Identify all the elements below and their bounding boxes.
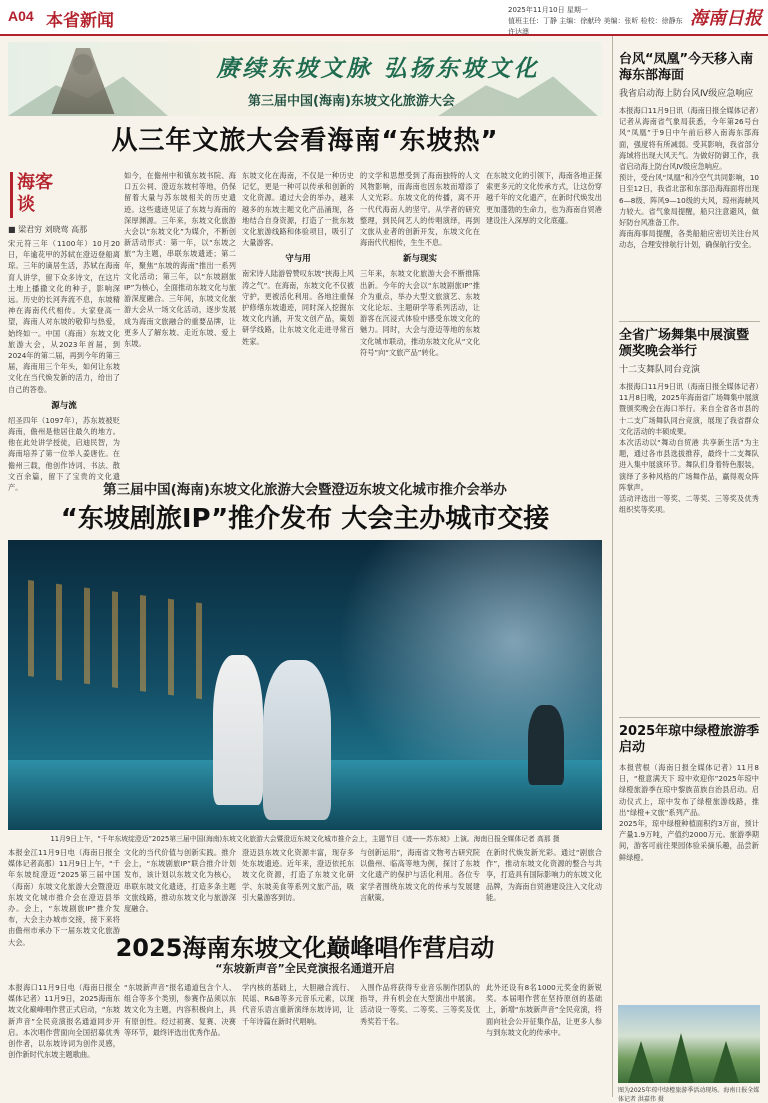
rail-body: 本报营根（海南日报全媒体记者）11月8日，“橙意满天下 琼中欢迎你”2025年琼中绿橙旅游季在琼中黎族苗族自治县启动。启动仪式上，琼中发布了绿橙旅游线路，推出“绿橙+文旅”系列产品。 2025年，琼中绿橙种植面积约3万亩，预计产量1.9万吨，产值约2000万元。旅游季期间，游客可前往果园体验采摘乐趣，品尝新鲜绿橙。 xyxy=(619,763,759,862)
photo-caption: 11月9日上午，“千年东坡绽澄迈”2025第三届中国(海南)东坡文化旅游大会暨澄迈东坡文化城市推介会上，主题节目《迹——苏东坡》上演。海南日报全媒体记者 高那 摄 xyxy=(50,835,560,843)
rail-story-square-dance xyxy=(619,328,760,711)
lead-byline: ■ 梁君穷 刘晓莺 高那 xyxy=(8,225,88,234)
lead-column-4 xyxy=(360,170,480,470)
paragraph: 三年来，东坡文化旅游大会不断推陈出新。今年的大会以“东坡剧旅IP”推介为重点，举办大型文旅演艺、东坡文化论坛、主题研学等系列活动，让游客在沉浸式体验中感受东坡文化的魅力。同时，大会与澄迈等地的东坡文化城市联动，推动东坡文化从“文化符号”向“文旅产品”转化。 xyxy=(360,269,480,357)
paragraph: 的文学和思想受到了海南独特的人文风物影响，而海南也因东坡而增添了人文光彩。东坡文化的传播，离不开一代代海南人的坚守。从学者的研究整理，到民间艺人的传唱演绎，再到文旅从业者的创新开发，东坡文化在海南代代相传，生生不息。 xyxy=(360,171,480,248)
lantern-lights xyxy=(28,580,208,700)
banner-subtitle: 第三届中国(海南)东坡文化旅游大会 xyxy=(248,94,455,109)
su-dongpo-figure-illustration xyxy=(48,48,118,114)
theme-banner xyxy=(8,42,602,116)
paragraph: 文化的当代价值与创新实践。推介会上，“东坡剧旅IP”联合推介计划发布，该计划以东坡文化为核心，串联东坡文化遗迹，打造多条主题文旅线路，推动东坡文化与旅游深度融合。 xyxy=(124,848,236,914)
editor-credits: 值班主任：丁静 主编：徐献玲 美编：张昕 检校：徐静东 许达澳 xyxy=(508,17,683,36)
bottom-subtitle: “东坡新声音”全民竞演报名通道开启 xyxy=(215,962,395,975)
performer xyxy=(528,705,564,785)
paragraph: 绍圣四年（1097年），苏东坡被贬海南，儋州是他居住最久的地方。他在此处讲学授徒，启迪民智，为海南培养了第一位举人姜唐佐。在儋州三载，他创作诗词、书法、散文百余篇，留下了宝贵的文化遗产。 xyxy=(8,415,120,493)
paragraph: 在东坡文化的引领下，海南各地正探索更多元的文化传承方式，让这份穿越千年的文化遗产，在新时代焕发出更加蓬勃的生命力，也为海南自贸港建设注入深厚的文化底蕴。 xyxy=(486,171,602,225)
rail-subtitle: 十二支舞队同台竞演 xyxy=(619,365,701,375)
lead-column-3 xyxy=(242,170,354,470)
subheading: 源与流 xyxy=(51,400,77,411)
paragraph: 东坡文化在海南，不仅是一种历史记忆，更是一种可以传承和创新的文化资源。通过大会的举办，越来越多的东坡主题文化产品涌现，各地结合自身资源，打造了一批东坡文化旅游线路和体验项目，吸引了大量游客。 xyxy=(242,171,354,248)
tree xyxy=(713,1041,739,1083)
paragraph: 入围作品将获得专业音乐制作团队的指导，并有机会在大型演出中展演。活动设一等奖、二等奖、三等奖及优秀奖若干名。 xyxy=(360,983,480,1026)
divider xyxy=(619,717,760,718)
paragraph: 南宋诗人陆游曾赞叹东坡“挟海上风涛之气”。在海南，东坡文化不仅被守护，更被活化利用。各地注重保护修缮东坡遗迹，同时深入挖掘东坡文化内涵，开发文创产品，策划研学线路，让东坡文化走进寻常百姓家。 xyxy=(242,269,354,346)
bottom-column-3 xyxy=(242,982,354,1092)
lead-column-5 xyxy=(486,170,602,470)
middle-column-2 xyxy=(124,847,236,923)
rail-headline: 全省广场舞集中展演暨颁奖晚会举行 xyxy=(619,328,750,359)
middle-headline: “东坡剧旅IP”推介发布 大会主办城市交接 xyxy=(60,504,550,534)
bottom-column-4 xyxy=(360,982,480,1092)
paragraph: 本报金江11月9日电（海南日报全媒体记者高那）11月9日上午，“千年东坡绽澄迈”2025第三届中国（海南）东坡文化旅游大会暨澄迈东坡文化城市推介会在澄迈县举办。会上，“东坡剧旅IP”推介发布，大会主办城市交接，接下来将由儋州市承办下一届东坡文化旅游大会。 xyxy=(8,848,120,947)
lead-headline: 从三年文旅大会看海南“东坡热” xyxy=(111,126,499,156)
subheading: 守与用 xyxy=(285,254,311,265)
page-number: A04 xyxy=(8,8,34,24)
newspaper-logo: 海南日报 xyxy=(690,8,762,29)
column-logo: 海客谈 xyxy=(10,172,68,218)
rail-body: 本报海口11月9日讯（海南日报全媒体记者）11月8日晚，2025年海南省广场舞集中展演暨颁奖晚会在海口举行。来自全省各市县的十二支广场舞队同台竞演，展现了我省群众文化活动的丰硕成果。 本次活动以“舞动自贸港 共享新生活”为主题，通过各市县选拔推荐，最终十二支舞队进入集中展演环节。舞队们身着特色服装，演绎了多种风格的广场舞作品，赢得观众阵阵掌声。 活动评选出一等奖、二等奖、三等奖及优秀组织奖等奖项。 xyxy=(619,382,759,515)
paragraph: 在新时代焕发新光彩。通过“剧旅合作”，推动东坡文化资源的整合与共享，打造具有国际影响力的东坡文化品牌，为海南自贸港建设注入文化动能。 xyxy=(486,848,602,902)
lead-column-1 xyxy=(8,238,120,493)
performer xyxy=(263,660,331,820)
middle-column-1 xyxy=(8,847,120,947)
paragraph: “东坡新声音”报名通道包含个人、组合等多个类别，参赛作品须以东坡文化为主题，内容积极向上，具有原创性。经过初赛、复赛、决赛等环节，最终评选出优秀作品。 xyxy=(124,983,236,1037)
paragraph: 如今，在儋州中和镇东坡书院、海口五公祠、澄迈东坡村等地，仍保留着大量与苏东坡相关的历史遗迹。这些遗迹见证了东坡与海南的深厚渊源。三年来，东坡文化旅游大会以“东坡文化”为媒介，不断创新活动形式：第一年，以“东坡之旅”为主题，串联东坡遗迹；第二年，聚焦“东坡的海南”推出一系列文化活动；第三年，以“东坡剧旅IP”为核心，全面推动东坡文化与旅游深度融合。三年间，东坡文化旅游大会从一场文化活动，逐步发展成为海南文旅融合的重要品牌，让更多人了解东坡、走近东坡、爱上东坡。 xyxy=(124,171,236,349)
paragraph: 澄迈县东坡文化资源丰富，现存多处东坡遗迹。近年来，澄迈依托东坡文化资源，打造了东坡文化研学、东坡美食等系列文旅产品，吸引大量游客到访。 xyxy=(242,848,354,902)
subheading: 新与现实 xyxy=(402,254,437,265)
rail-story-typhoon xyxy=(619,36,760,315)
middle-column-5 xyxy=(486,847,602,923)
rail-subtitle: 我省启动海上防台风Ⅳ级应急响应 xyxy=(619,89,754,99)
paragraph: 与创新运用”，海南省文物考古研究院以儋州、临高等地为例，探讨了东坡文化遗产的保护与活化利用。各位专家学者围绕东坡文化的传承与发展建言献策。 xyxy=(360,848,480,902)
performer xyxy=(213,655,263,805)
masthead xyxy=(0,0,768,36)
tree xyxy=(668,1033,694,1083)
stage-performance-photo xyxy=(8,540,602,830)
rail-body: 本报海口11月9日讯（海南日报全媒体记者）记者从海南省气象局获悉，今年第26号台风“凤凰”于9日中午前后移入南海东部海面，强度将有所减弱。受其影响，我省部分海域将出现大风天气。为做好防御工作，我省启动海上防台风Ⅳ级应急响应。 预计，受台风“凤凰”和冷空气共同影响，10日至12日，我省北部和东部沿海海面将出现6—8级、阵风9—10级的大风，琼州海峡风力较大。省气象局提醒，船只注意避风，做好防台风准备工作。 海南海事局提醒，各类船舶应密切关注台风动态，合理安排航行计划，确保航行安全。 xyxy=(619,106,759,250)
middle-kicker: 第三届中国(海南)东坡文化旅游大会暨澄迈东坡文化城市推介会举办 xyxy=(103,482,507,498)
banner-slogan: 赓续东坡文脉 弘扬东坡文化 xyxy=(216,55,540,82)
issue-date: 2025年11月10日 星期一 xyxy=(508,6,588,14)
rail-headline: 2025年琼中绿橙旅游季启动 xyxy=(619,724,760,755)
rail-photo-caption: 图为2025年琼中绿橙旅游季活动现场。海南日报全媒体记者 洪嘉伟 摄 xyxy=(618,1087,760,1103)
paragraph: 本报海口11月9日电（海南日报全媒体记者）11月9日，2025海南东坡文化巅峰唱作营正式启动，“东坡新声音”全民竞演报名通道同步开启。本次唱作营面向全国招募优秀创作者，以东坡诗词为创作灵感，创作新时代东坡主题歌曲。 xyxy=(8,983,120,1060)
right-rail xyxy=(612,36,760,1097)
paragraph: 宋元符三年（1100年）10月20日，年逾花甲的苏轼在澄迈登船离琼。三年的谪居生活，苏轼在海南育人讲学，留下众多诗文，在这片土地上播撒文化的种子，影响深远。历史的长河奔流不息，东坡精神在海南代代相传。大家登高一望，海南人对东坡的敬仰与热爱，始终如一。中国（海南）东坡文化旅游大会，从2023年首届，到2024年的第二届，再到今年的第三届，海南用三个年头，如何让东坡文化在当代焕发新的活力，给出了自己的答卷。 xyxy=(8,239,120,394)
rail-headline: 台风“凤凰”今天移入南海东部海面 xyxy=(619,52,754,83)
middle-column-4 xyxy=(360,847,480,923)
bottom-column-2 xyxy=(124,982,236,1092)
tree xyxy=(628,1041,654,1083)
paragraph: 学内核的基础上，大胆融合流行、民谣、R&B等多元音乐元素，以现代音乐语言重新演绎东坡诗词，让千年诗篇在新时代唱响。 xyxy=(242,983,354,1026)
bottom-column-1 xyxy=(8,982,120,1092)
section-title: 本省新闻 xyxy=(46,11,114,31)
rail-story-green-orange xyxy=(619,724,760,972)
lead-column-2 xyxy=(124,170,236,470)
header-meta xyxy=(508,5,688,38)
bottom-headline: 2025海南东坡文化巅峰唱作营启动 xyxy=(115,934,495,962)
middle-column-3 xyxy=(242,847,354,923)
paragraph: 此外还设有8名1000元奖金的新锐奖。本届唱作营在坚持原创的基础上，新增“东坡新声音”全民竞演，将面向社会公开征集作品，让更多人参与到东坡文化的传承中。 xyxy=(486,983,602,1037)
orange-orchard-photo xyxy=(618,1005,760,1083)
bottom-column-5 xyxy=(486,982,602,1092)
divider xyxy=(619,321,760,322)
